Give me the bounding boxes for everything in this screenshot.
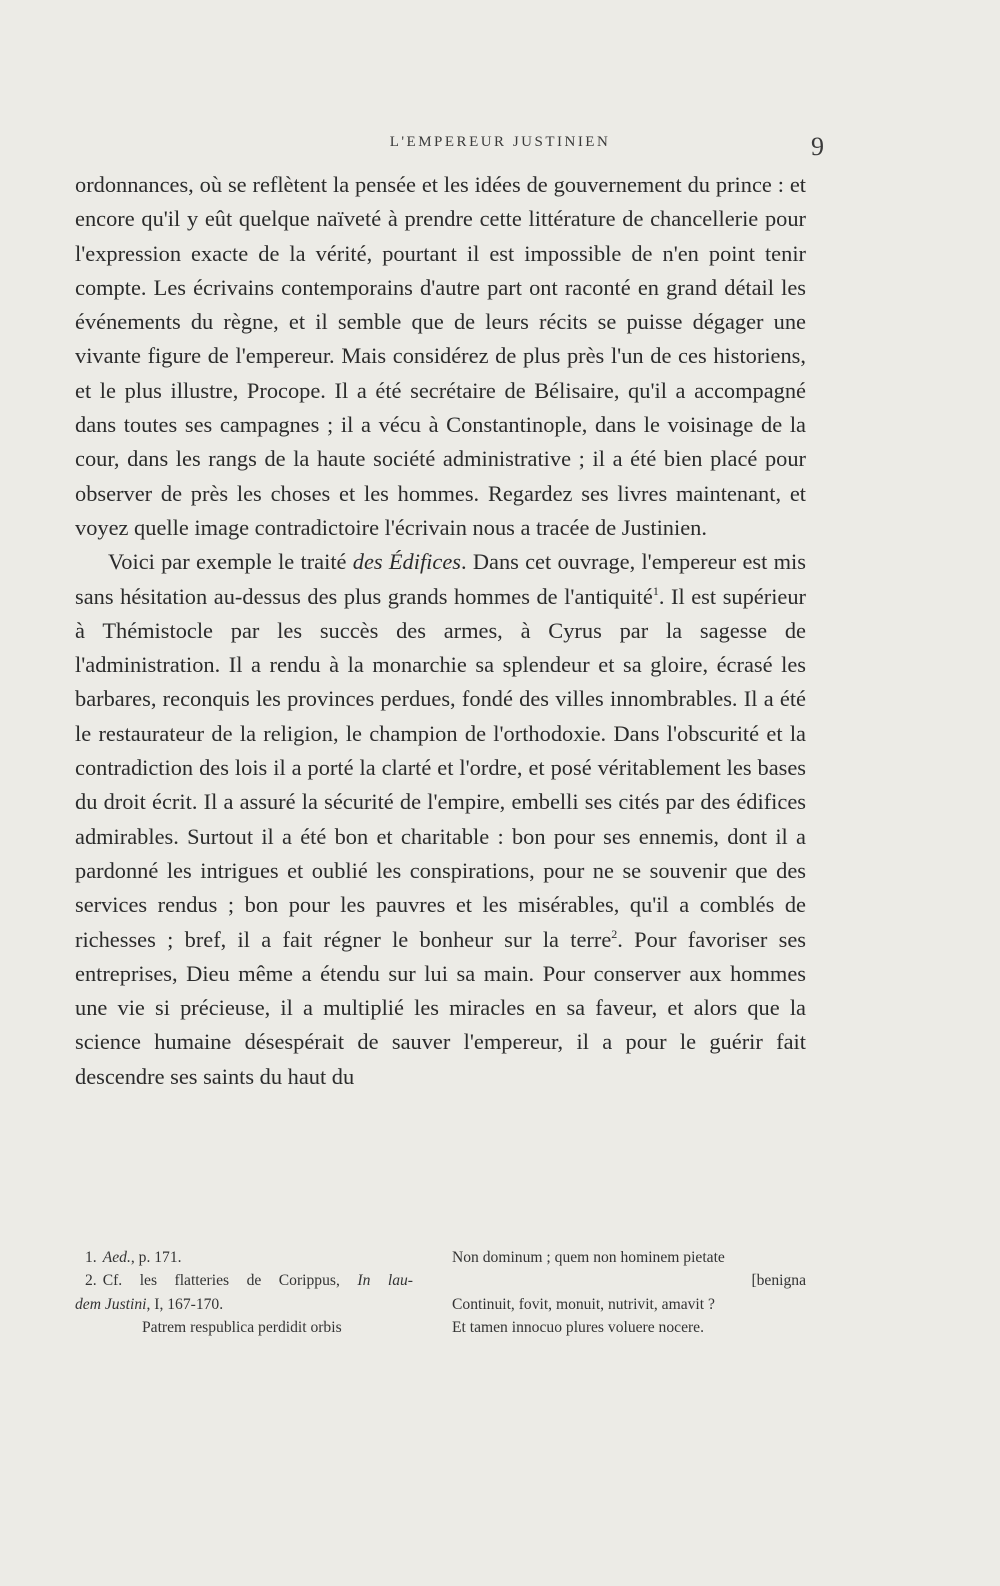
verse-line-2-continuation: [benigna xyxy=(751,1272,806,1290)
verse-line-2: Non dominum ; quem non hominem pietate xyxy=(452,1249,725,1266)
verse-line-3: Continuit, fovit, monuit, nutrivit, amavit ? xyxy=(452,1295,715,1313)
verse-line-1: Patrem respublica perdidit orbis xyxy=(142,1318,342,1336)
paragraph-2-text-b: . Dans cet ouvrage, l'empereur est mis sans hésitation au-dessus des plus grands hommes de l'antiquité xyxy=(75,549,806,609)
footnote-2-title-part2: dem Justini xyxy=(75,1295,147,1313)
paragraph-2 xyxy=(75,545,806,1094)
footnote-1 xyxy=(75,1246,413,1269)
footnote-2-line-1 xyxy=(75,1269,413,1292)
footnotes-left-column xyxy=(75,1246,413,1339)
paragraph-2-text-c: . Il est supérieur à Thémistocle par les succès des armes, à Cyrus par la sagesse de l'administration. Il a rendu à la monarchie sa splendeur et sa gloire, écrasé les barbares, reconquis les provinces perdues, fondé des villes innombrables. Il a été le restaurateur de la religion, le champion de l'orthodoxie. Dans l'obscurité et la contradiction des lois il a porté la clarté et l'ordre, et posé véritablement les bases du droit écrit. Il a assuré la sécurité de l'empire, embelli ses cités par des édifices admirables. Surtout il a été bon et charitable : bon pour ses ennemis, dont il a pardonné les intrigues et oublié les conspirations, pour ne se souvenir que des services rendus ; bon pour les pauvres et les misérables, qu'il a comblés de richesses ; bref, il a fait régner le bonheur sur la terre xyxy=(75,583,807,952)
footnotes xyxy=(75,1246,806,1346)
footnote-2-number: 2. xyxy=(85,1272,97,1290)
footnote-2-line-2 xyxy=(75,1293,413,1316)
footnote-2-title-part1: In lau- xyxy=(357,1272,413,1290)
paragraph-1 xyxy=(75,168,806,545)
footnote-2-text: Cf. les flatteries de Corippus, xyxy=(102,1272,340,1290)
paragraph-1-text: ordonnances, où se reflètent la pensée et les idées de gouvernement du prince : et encore qu'il y eût quelque naïveté à prendre cette littérature de chancellerie pour l'expression exacte de la vérité, pourtant il est impossible de n'en point tenir compte. Les écrivains contemporains d'autre part ont raconté en grand détail les événements du règne, et il semble que de leurs récits se puisse dégager une vivante figure de l'empereur. Mais considérez de plus près l'un de ces historiens, et le plus illustre, Procope. Il a été secrétaire de Bélisaire, qu'il a accompagné dans toutes ses campagnes ; il a vécu à Constantinople, dans le voisinage de la cour, dans les rangs de la haute société administrative ; il a été bien placé pour observer de près les choses et les hommes. Regardez ses livres maintenant, et voyez quelle image contradictoire l'écrivain nous a tracée de Justinien. xyxy=(75,172,806,540)
footnote-ref-2[interactable]: 2 xyxy=(611,926,618,941)
paragraph-2-text-d: . Pour favoriser ses entreprises, Dieu même a étendu sur lui sa main. Pour conserver aux hommes une vie si précieuse, il a multiplié les miracles en sa faveur, et alors que la science humaine désespérait de sauver l'empereur, il a pour le guérir fait descendre ses saints du haut du xyxy=(75,926,806,1089)
footnotes-right-column xyxy=(452,1246,806,1339)
page-header xyxy=(0,132,1000,162)
verse-line-4: Et tamen innocuo plures voluere nocere. xyxy=(452,1318,705,1336)
running-title: L'EMPEREUR JUSTINIEN xyxy=(389,134,611,150)
work-title: des Édifices xyxy=(352,549,461,575)
page-number: 9 xyxy=(811,132,824,161)
footnote-1-page: , p. 171. xyxy=(130,1249,182,1266)
paragraph-2-text-a: Voici par exemple le traité xyxy=(108,549,347,575)
body-text xyxy=(75,168,806,1094)
footnote-2-reference: , I, 167-170. xyxy=(146,1295,224,1313)
footnote-1-source: Aed. xyxy=(102,1249,131,1266)
footnote-1-number: 1. xyxy=(85,1249,97,1266)
footnote-ref-1[interactable]: 1 xyxy=(652,583,659,598)
